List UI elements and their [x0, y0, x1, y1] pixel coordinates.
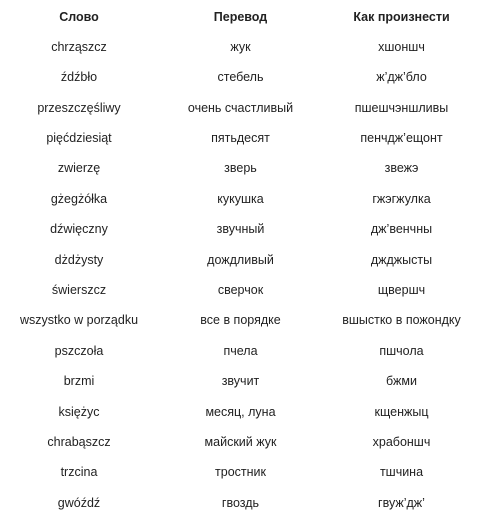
table-row	[0, 488, 480, 518]
table-row	[0, 458, 480, 488]
table-row	[0, 306, 480, 336]
pronunciation-cell: гжэгжулка	[372, 191, 431, 206]
translation-cell: месяц, луна	[205, 404, 276, 419]
table-row	[0, 366, 480, 396]
pronunciation-cell: щвершч	[377, 282, 426, 297]
table-row	[0, 214, 480, 244]
translation-cell: гвоздь	[221, 495, 260, 510]
pronunciation-cell: гвуж’дж’	[378, 495, 425, 510]
translation-cell: майский жук	[204, 434, 277, 449]
header-word: Слово	[59, 9, 99, 24]
pronunciation-cell: ж’дж’бло	[376, 70, 427, 85]
word-cell: chrząszcz	[51, 39, 107, 54]
pronunciation-cell: вшысткo в пожондку	[342, 313, 461, 328]
word-cell: brzmi	[63, 374, 95, 389]
translation-cell: зверь	[224, 161, 257, 176]
table-row	[0, 93, 480, 123]
word-cell: pszczoła	[54, 343, 104, 358]
translation-cell: стебель	[217, 70, 264, 85]
table-row	[0, 427, 480, 457]
pronunciation-cell: пшчола	[379, 343, 424, 358]
pronunciation-cell: хшоншч	[378, 39, 425, 54]
table-row	[0, 154, 480, 184]
table-row	[0, 123, 480, 153]
table-header	[0, 2, 480, 32]
table-row	[0, 32, 480, 62]
word-cell: dżdżysty	[54, 252, 104, 267]
word-cell: pięćdziesiąt	[46, 130, 112, 145]
pronunciation-cell: пшешчэншливы	[354, 100, 449, 115]
word-cell: gżegżółka	[50, 191, 108, 206]
translation-cell: звучный	[216, 222, 265, 237]
pronunciation-cell: пенчдж’ещонт	[360, 130, 443, 145]
header-pronunciation: Как произнести	[353, 9, 450, 24]
translation-cell: звучит	[221, 374, 260, 389]
table-row	[0, 184, 480, 214]
word-cell: przeszczęśliwy	[37, 100, 121, 115]
table-row	[0, 275, 480, 305]
pronunciation-cell: дж’венчны	[370, 222, 433, 237]
translation-cell: кукушка	[217, 191, 264, 206]
header-translation: Перевод	[213, 9, 268, 24]
pronunciation-cell: звежэ	[384, 161, 419, 176]
word-cell: trzcina	[60, 465, 98, 480]
word-cell: dźwięczny	[50, 222, 108, 237]
word-cell: gwóźdź	[57, 495, 101, 510]
word-cell: księżyc	[58, 404, 100, 419]
pronunciation-cell: тшчина	[379, 465, 424, 480]
translation-cell: дождливый	[207, 252, 274, 267]
pronunciation-cell: джджысты	[370, 252, 433, 267]
table-row	[0, 397, 480, 427]
table-row	[0, 336, 480, 366]
word-cell: świerszcz	[51, 282, 107, 297]
word-cell: źdźbło	[60, 70, 98, 85]
word-cell: wszystko w porządku	[19, 313, 139, 328]
translation-cell: жук	[230, 39, 251, 54]
table-row	[0, 245, 480, 275]
translation-cell: тростник	[215, 465, 266, 480]
pronunciation-cell: бжми	[386, 374, 417, 389]
translation-cell: пчела	[223, 343, 258, 358]
table-row	[0, 62, 480, 92]
translation-cell: все в порядке	[200, 313, 281, 328]
pronunciation-cell: храбоншч	[372, 434, 431, 449]
translation-cell: очень счастливый	[187, 100, 294, 115]
word-cell: chrabąszcz	[47, 434, 111, 449]
word-cell: zwierzę	[57, 161, 101, 176]
pronunciation-cell: кщенжыц	[374, 404, 429, 419]
translation-cell: сверчок	[217, 282, 264, 297]
translation-cell: пятьдесят	[211, 130, 270, 145]
